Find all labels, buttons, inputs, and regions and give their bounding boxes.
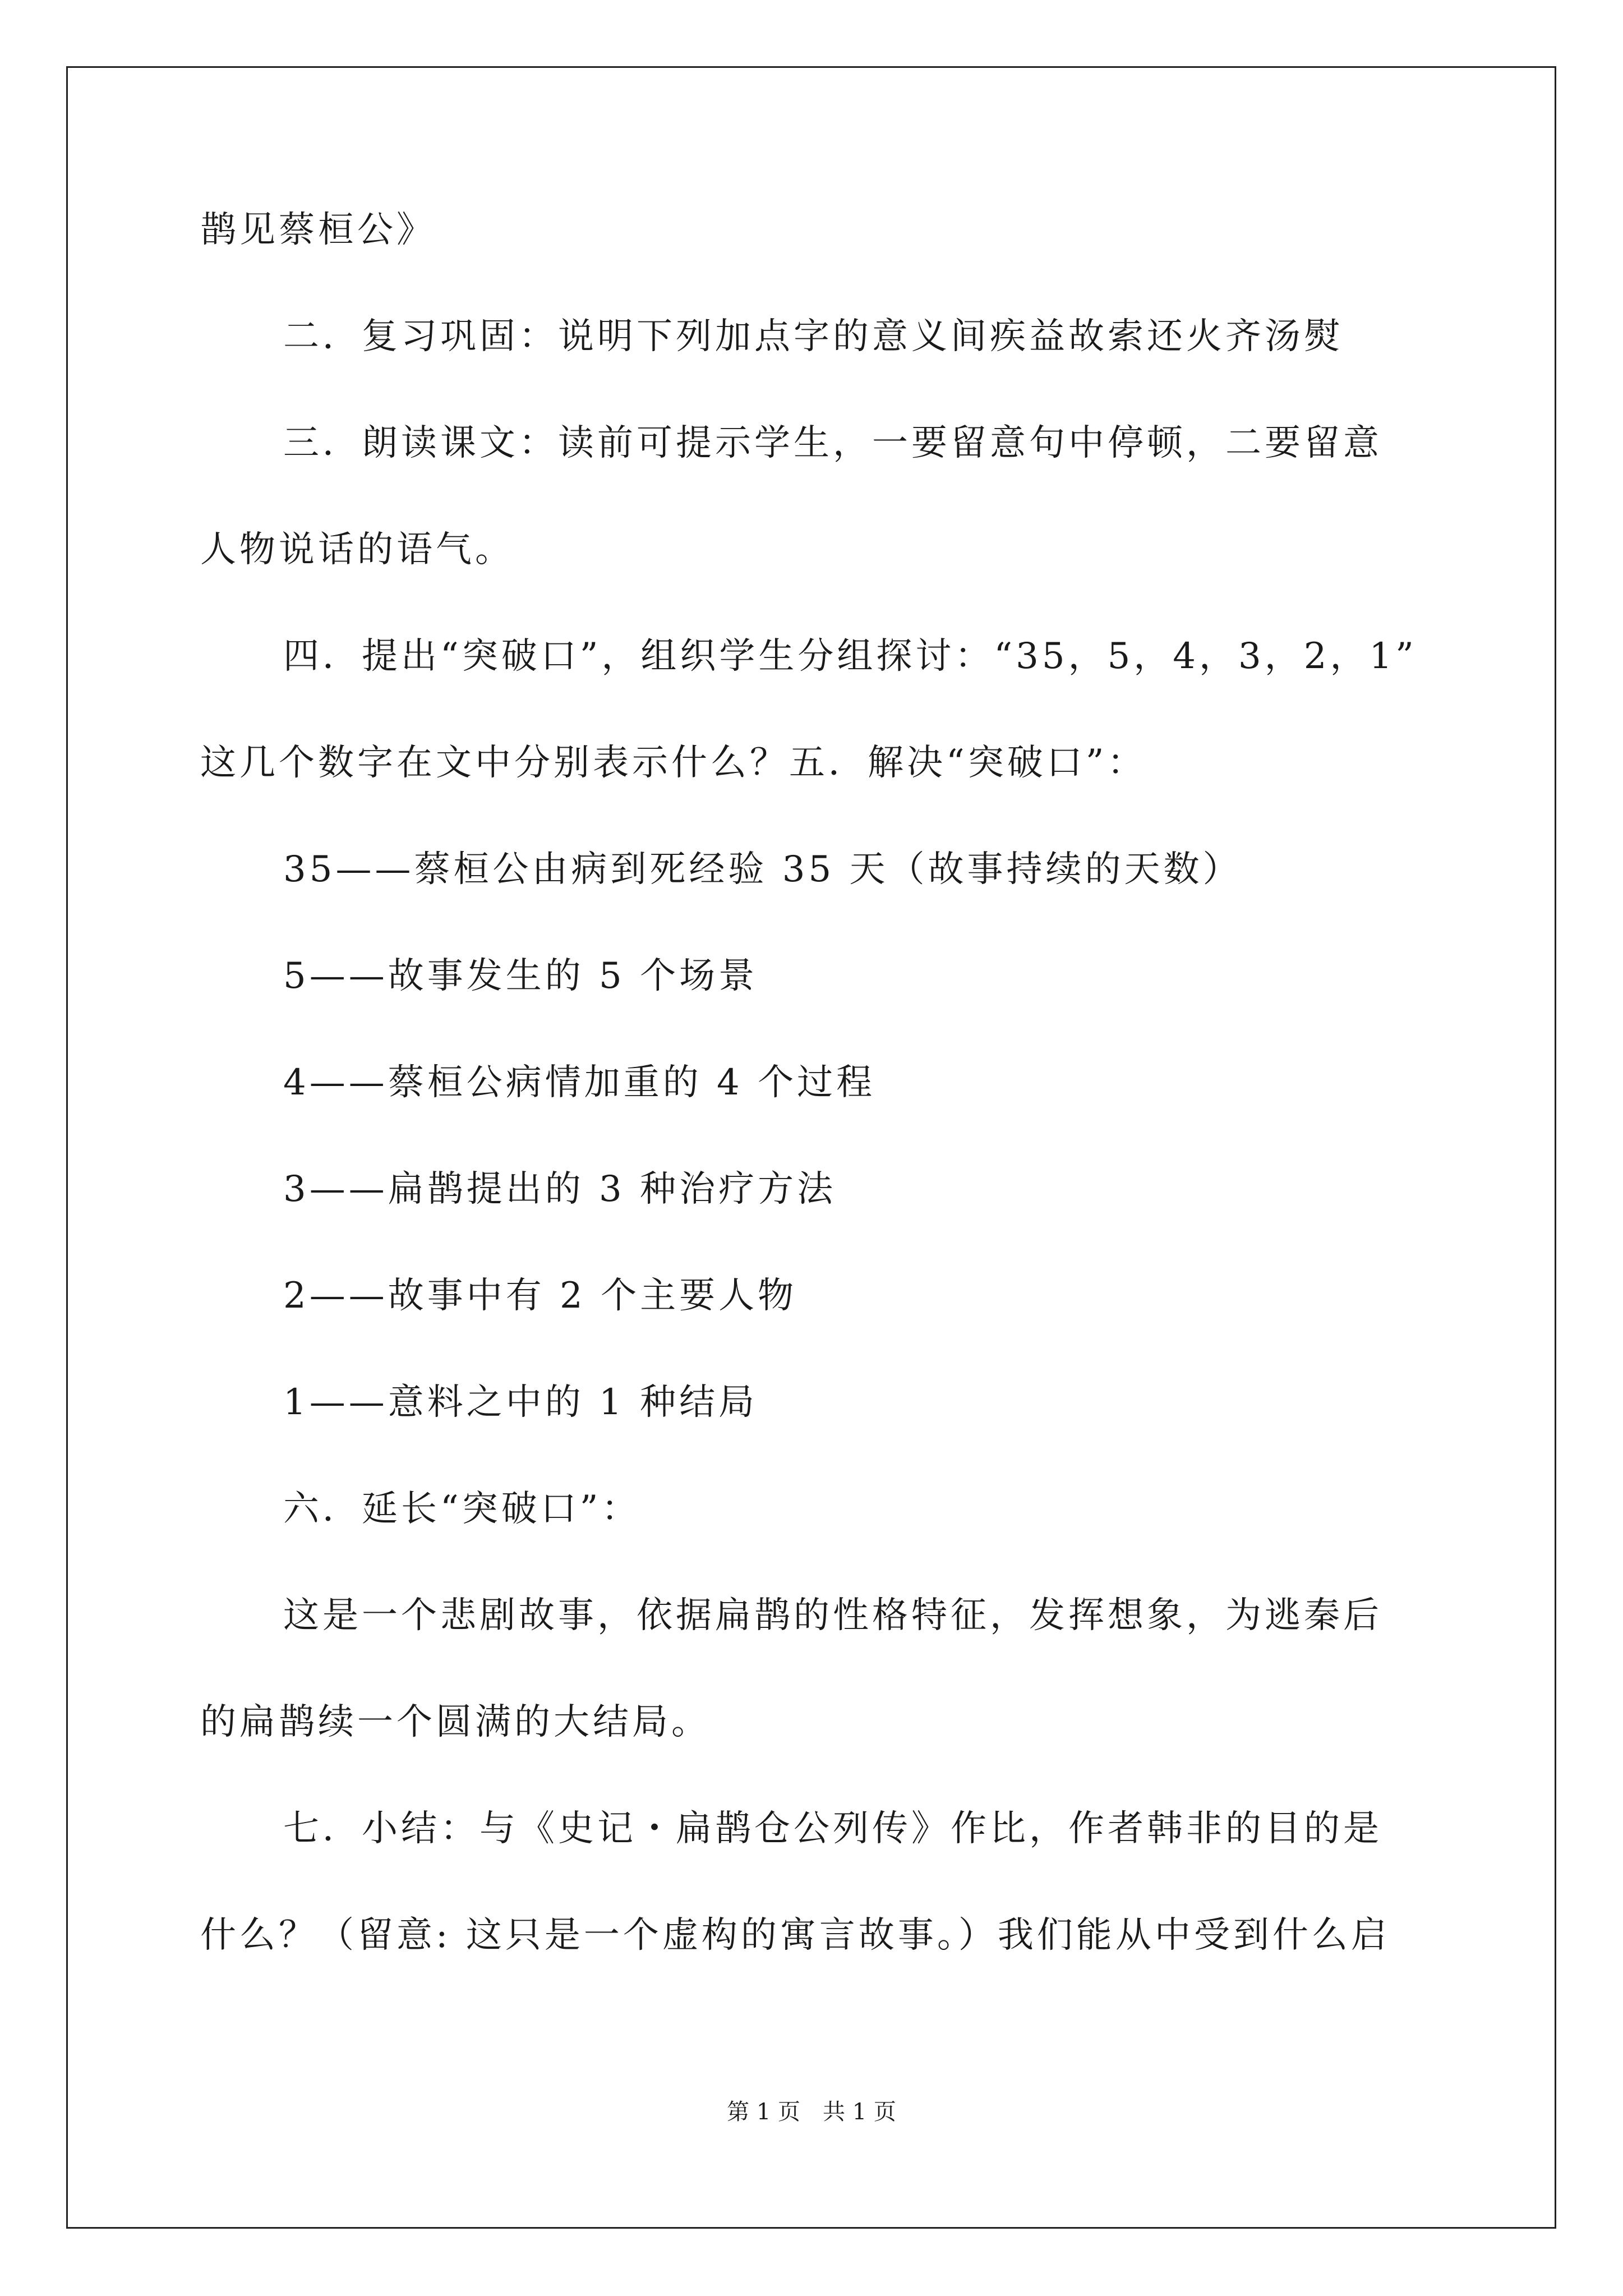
text-line: 什么？（留意: 这只是一个虚构的寓言故事。）我们能从中受到什么启 <box>200 1915 1390 1956</box>
text-line: 这是一个悲剧故事，依据扁鹊的性格特征，发挥想象，为逃秦后 <box>283 1595 1382 1636</box>
text-line: 3——扁鹊提出的 3 种治疗方法 <box>283 1168 837 1210</box>
text-line: 七．小结：与《史记・扁鹊仓公列传》作比，作者韩非的目的是 <box>283 1808 1382 1849</box>
text-line: 1——意料之中的 1 种结局 <box>283 1382 758 1423</box>
text-line: 四．提出“突破口”，组织学生分组探讨：“35，5，4，3，2，1” <box>283 636 1417 677</box>
page-footer: 第 1 页 共 1 页 <box>727 2099 896 2125</box>
page-border <box>66 66 1556 2229</box>
text-line: 六．延长“突破口”： <box>283 1488 641 1530</box>
text-line: 鹊见蔡桓公》 <box>200 209 436 251</box>
text-line: 4——蔡桓公病情加重的 4 个过程 <box>283 1062 876 1103</box>
text-line: 5——故事发生的 5 个场景 <box>283 955 758 997</box>
text-line: 这几个数字在文中分别表示什么？五．解决“突破口”： <box>200 742 1147 784</box>
text-line: 的扁鹊续一个圆满的大结局。 <box>200 1701 711 1743</box>
text-line: 人物说话的语气。 <box>200 529 514 570</box>
text-line: 三．朗读课文：读前可提示学生，一要留意句中停顿，二要留意 <box>283 422 1382 464</box>
text-line: 35——蔡桓公由病到死经验 35 天（故事持续的天数） <box>283 849 1242 890</box>
text-line: 二．复习巩固：说明下列加点字的意义间疾益故索还火齐汤熨 <box>283 316 1343 357</box>
text-line: 2——故事中有 2 个主要人物 <box>283 1275 797 1317</box>
